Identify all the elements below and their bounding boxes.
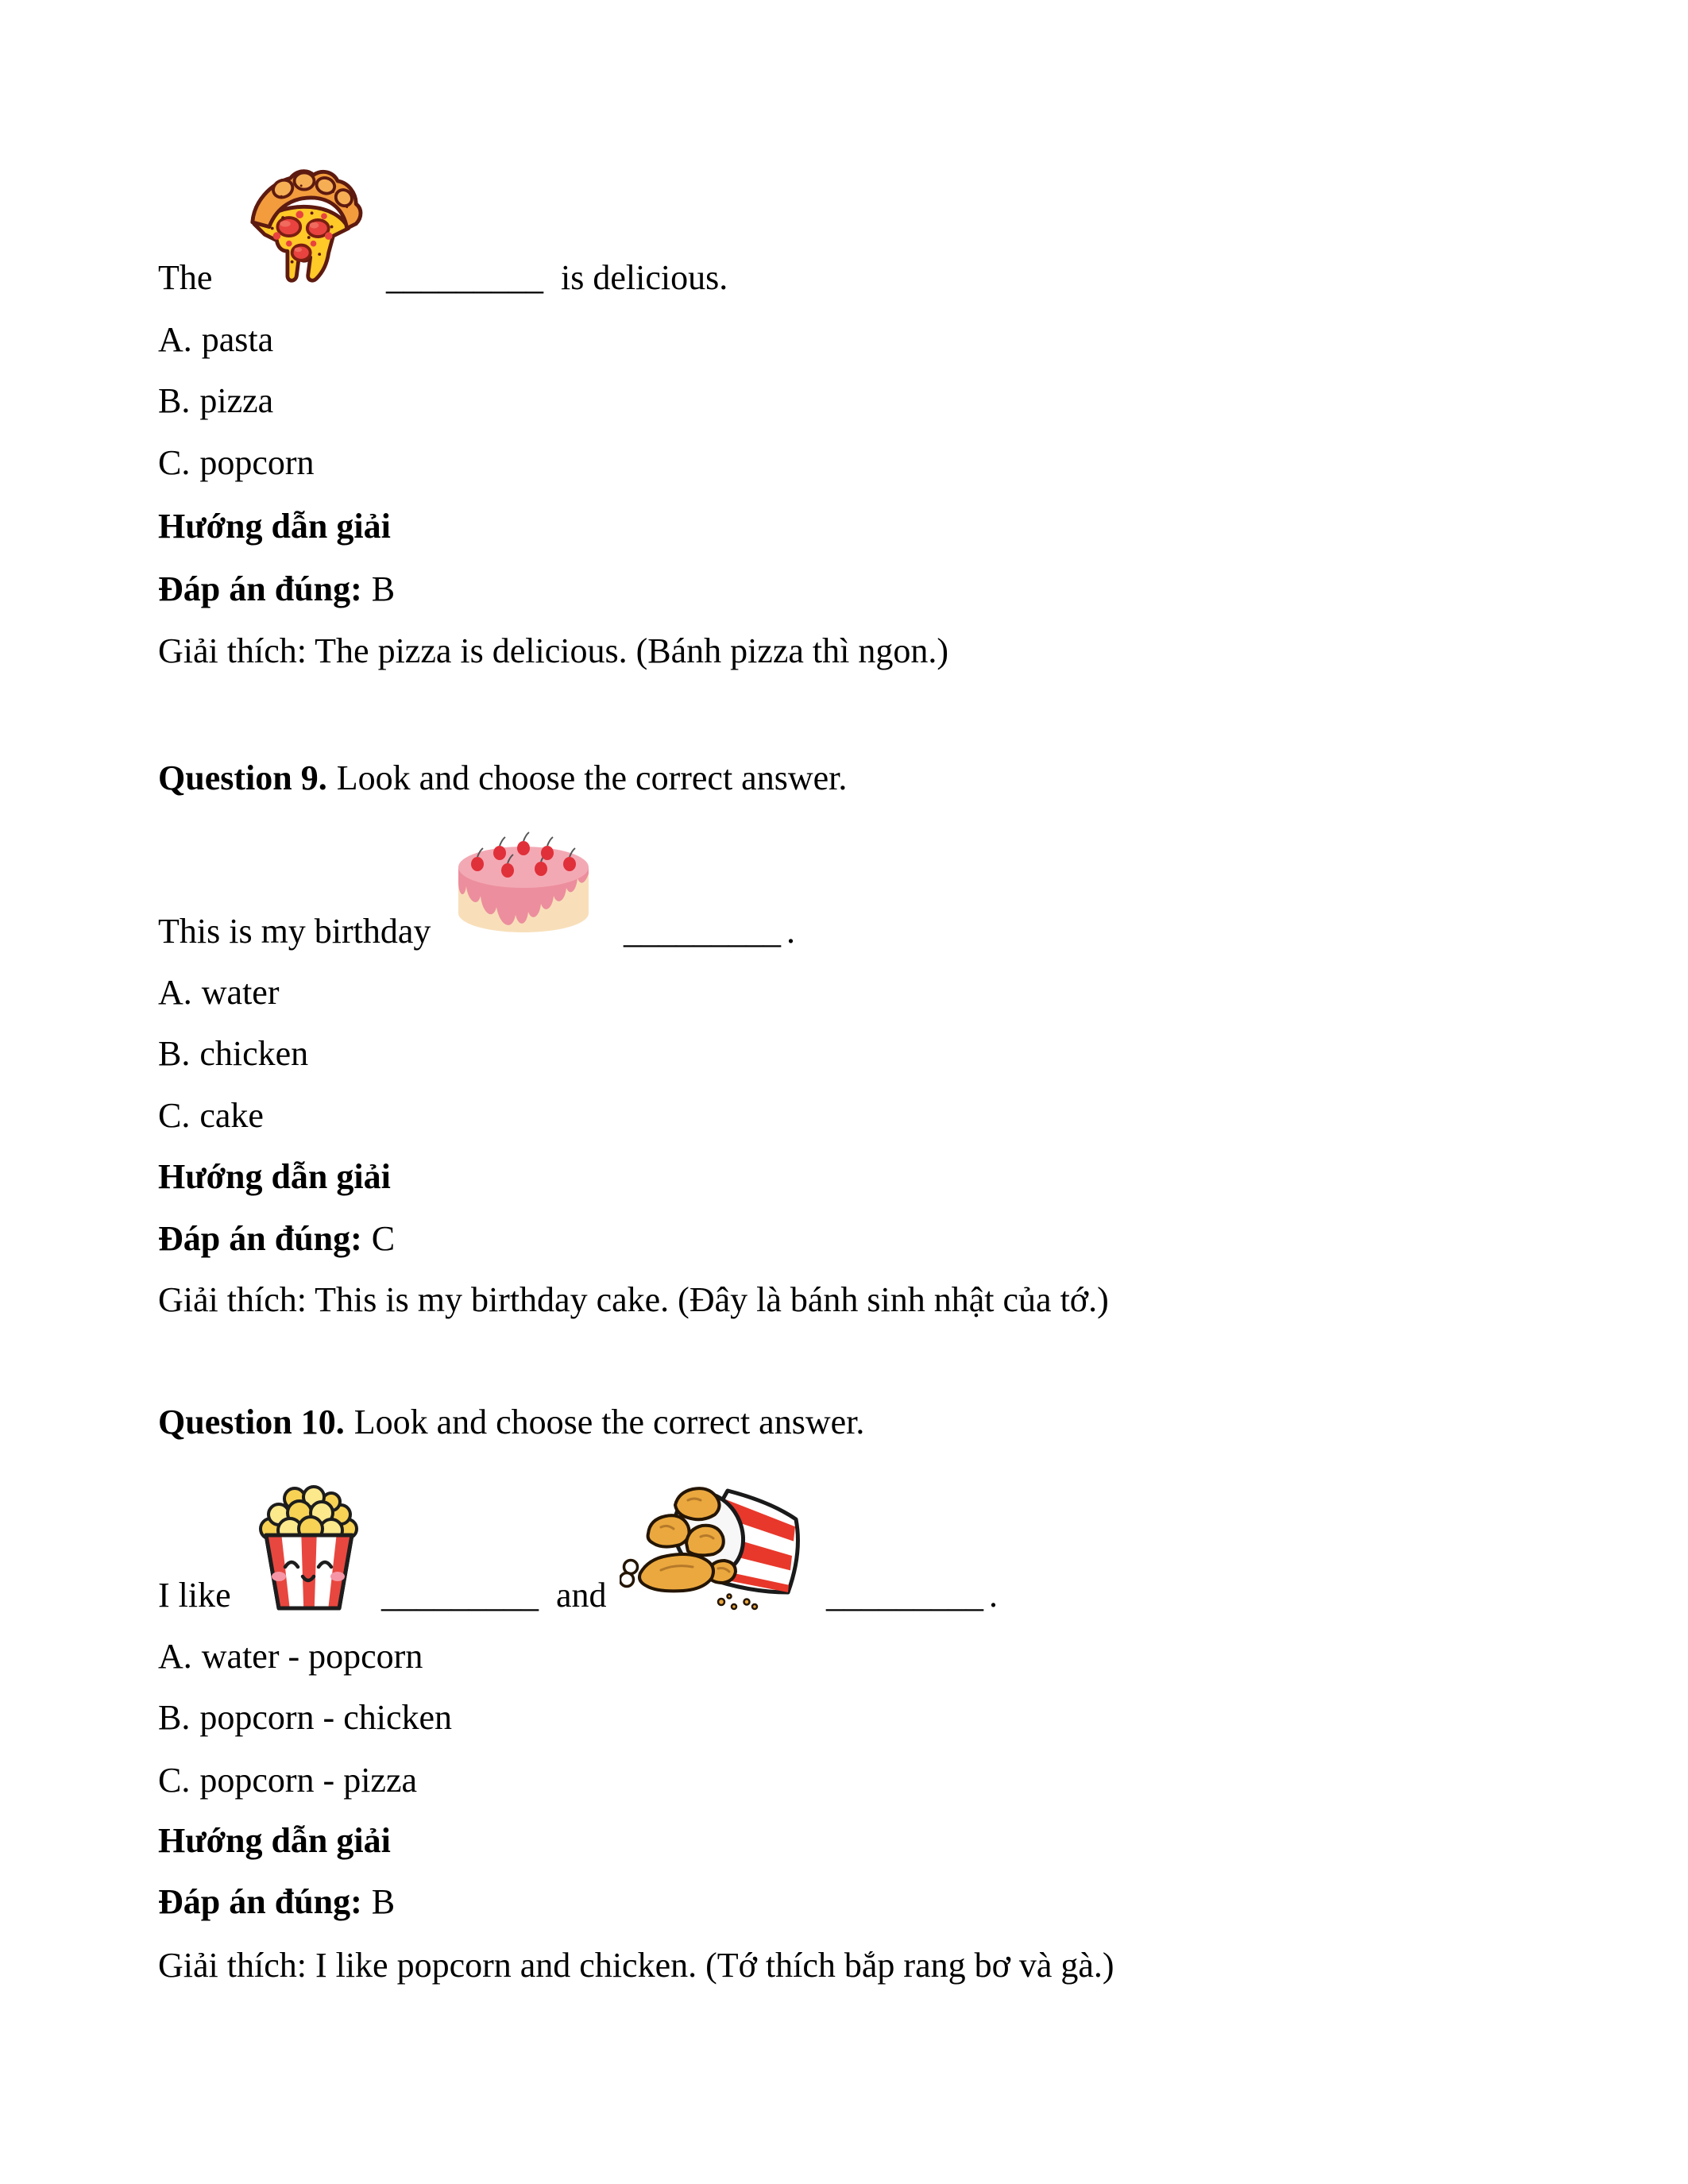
- option-label: C.: [158, 443, 191, 482]
- q8-option-b: [158, 381, 273, 421]
- option-text: water - popcorn: [201, 1637, 423, 1676]
- q10-blank2-group: [826, 1576, 998, 1615]
- option-text: popcorn - pizza: [199, 1761, 418, 1800]
- option-text: pizza: [199, 381, 274, 420]
- pizza-slice-graphic: [253, 172, 361, 281]
- option-text: pasta: [201, 320, 274, 359]
- option-text: chicken: [199, 1034, 309, 1073]
- option-label: A.: [158, 973, 192, 1012]
- birthday-cake-graphic: [458, 832, 589, 932]
- q10-sentence-suffix: .: [989, 1576, 998, 1615]
- question-text: Look and choose the correct answer.: [353, 1403, 865, 1441]
- q8-sentence-suffix: is delicious.: [561, 258, 728, 297]
- answer-label: Đáp án đúng:: [158, 1882, 362, 1921]
- option-label: B.: [158, 1698, 191, 1737]
- q10-header: [158, 1403, 864, 1442]
- q9-answer-row: [158, 1219, 395, 1259]
- q9-option-b: [158, 1034, 308, 1074]
- q9-solution-heading: Hướng dẫn giải: [158, 1157, 391, 1196]
- option-label: B.: [158, 1034, 191, 1073]
- q10-option-c: [158, 1761, 417, 1800]
- q9-sentence-suffix: .: [786, 912, 795, 951]
- q9-header: [158, 758, 847, 798]
- option-label: B.: [158, 381, 191, 420]
- chicken-bucket-image: [620, 1473, 816, 1615]
- popcorn-image: [249, 1478, 368, 1613]
- q8-option-c: [158, 443, 315, 483]
- answer-label: Đáp án đúng:: [158, 1219, 362, 1258]
- question-text: Look and choose the correct answer.: [336, 758, 848, 797]
- q8-solution-heading: Hướng dẫn giải: [158, 507, 391, 546]
- answer-value: B: [371, 569, 396, 608]
- q10-blank2: _________: [826, 1576, 983, 1615]
- question-number: Question 9.: [158, 758, 327, 797]
- q10-conjunction: and: [556, 1576, 607, 1615]
- cake-image: [444, 831, 603, 943]
- q10-option-a: [158, 1637, 423, 1677]
- q9-option-a: [158, 973, 280, 1013]
- q10-blank1: _________: [381, 1576, 539, 1615]
- option-label: A.: [158, 1637, 192, 1676]
- q9-explanation: Giải thích: This is my birthday cake. (Đây là bánh sinh nhật của tớ.): [158, 1280, 1109, 1319]
- q10-answer-row: [158, 1882, 395, 1922]
- q9-blank: _________: [624, 912, 781, 951]
- answer-label: Đáp án đúng:: [158, 569, 362, 608]
- option-label: C.: [158, 1761, 191, 1800]
- option-label: A.: [158, 320, 192, 359]
- q8-sentence-prefix: The: [158, 258, 213, 297]
- pizza-image: [243, 163, 365, 294]
- q10-explanation: Giải thích: I like popcorn and chicken. (Tớ thích bắp rang bơ và gà.): [158, 1946, 1114, 1985]
- option-text: water: [201, 973, 280, 1012]
- q10-option-b: [158, 1698, 452, 1738]
- q8-answer-row: [158, 569, 395, 609]
- q8-blank: _________: [386, 258, 543, 297]
- option-text: popcorn - chicken: [199, 1698, 453, 1737]
- answer-value: B: [371, 1882, 396, 1921]
- option-text: popcorn: [199, 443, 315, 482]
- option-text: cake: [199, 1096, 264, 1135]
- q9-blank-group: [624, 912, 795, 951]
- option-label: C.: [158, 1096, 191, 1135]
- question-number: Question 10.: [158, 1403, 345, 1441]
- q9-sentence-prefix: This is my birthday: [158, 912, 431, 951]
- answer-value: C: [371, 1219, 396, 1258]
- q10-solution-heading: Hướng dẫn giải: [158, 1821, 391, 1860]
- q8-option-a: [158, 320, 273, 360]
- q10-sentence-prefix: I like: [158, 1576, 231, 1615]
- popcorn-box-graphic: [261, 1487, 357, 1608]
- fried-chicken-bucket-graphic: [620, 1483, 798, 1609]
- q9-option-c: [158, 1096, 264, 1136]
- q8-explanation: Giải thích: The pizza is delicious. (Bánh pizza thì ngon.): [158, 631, 949, 670]
